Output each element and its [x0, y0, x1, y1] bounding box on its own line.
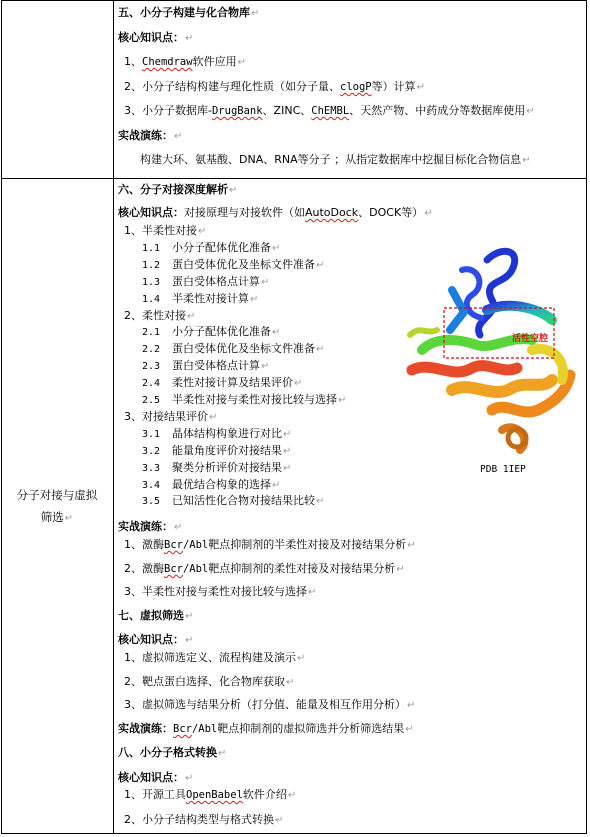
text-run: 小分子结构构建与理化性质（如分子量、 — [142, 80, 340, 93]
section5-title: 五、小分子构建与化合物库↵ — [118, 6, 260, 19]
text-run: /Abl — [182, 563, 209, 575]
item-text: 聚类分析评价对接结果 — [172, 460, 282, 474]
paragraph-mark: ↵ — [526, 106, 535, 117]
paragraph-mark: ↵ — [294, 378, 303, 390]
paragraph-mark: ↵ — [272, 242, 281, 254]
group-heading — [124, 309, 195, 324]
list-item — [142, 478, 280, 493]
paragraph-mark: ↵ — [250, 293, 259, 305]
text-run: 、DOCK等） — [358, 206, 424, 219]
section6-practice-label: 实战演练：↵ — [118, 520, 183, 533]
list-item — [124, 562, 405, 577]
item-number: 2.3 — [142, 361, 161, 373]
paragraph-mark: ↵ — [308, 587, 317, 598]
item-number: 2.4 — [142, 378, 161, 390]
row-divider — [1, 178, 587, 179]
list-item — [124, 698, 415, 713]
paragraph-mark: ↵ — [209, 411, 218, 423]
list-item — [124, 80, 425, 95]
list-item — [142, 359, 269, 374]
group-heading-text: 3、对接结果评价 — [124, 409, 208, 423]
section6-title: 六、分子对接深度解析↵ — [118, 183, 238, 196]
section7-title: 七、虚拟筛选↵ — [118, 609, 194, 622]
item-number: 1、 — [124, 788, 142, 801]
item-text: 虚拟筛选与结果分析（打分值、能量及相互作用分析） — [142, 698, 406, 711]
section5-practice-label: 实战演练：↵ — [118, 129, 183, 142]
paragraph-mark: ↵ — [283, 445, 292, 457]
list-item — [124, 788, 296, 803]
item-number: 1、 — [124, 538, 142, 551]
item-number: 2.1 — [142, 327, 161, 339]
group-heading-text: 1、半柔性对接 — [124, 224, 197, 237]
list-item — [124, 538, 416, 553]
module-name-cell — [6, 484, 108, 530]
paragraph-mark: ↵ — [283, 462, 292, 474]
text-run: 小分子结构类型与格式转换 — [142, 813, 274, 826]
list-item — [142, 427, 291, 442]
paragraph-mark: ↵ — [338, 395, 347, 406]
text-run: 对接原理与对接软件（如 — [184, 206, 305, 219]
item-text: 已知活性化合物对接结果比较 — [172, 494, 315, 508]
text-run: 开源工具 — [142, 788, 186, 801]
paragraph-mark: ↵ — [261, 361, 270, 373]
text-run: 软件介绍 — [242, 788, 287, 801]
list-item — [124, 651, 305, 666]
item-number: 1、 — [124, 651, 142, 664]
list-item — [142, 444, 291, 459]
item-text: 晶体结构构象进行对比 — [172, 426, 282, 440]
item-text: 蛋白受体优化及坐标文件准备 — [172, 257, 315, 271]
list-item — [142, 376, 302, 391]
item-number: 2、 — [124, 675, 142, 688]
text-run: Chemdraw — [142, 56, 193, 68]
text-run: 、ZINC、 — [262, 104, 312, 117]
list-item — [142, 325, 280, 340]
text-run: DrugBank — [211, 105, 263, 117]
text-run: 激酶 — [142, 562, 164, 575]
item-text: 靶点蛋白选择、化合物库获取 — [142, 675, 285, 688]
list-item — [142, 275, 269, 290]
item-number: 3.1 — [142, 428, 161, 440]
section7-practice-line: 实战演练：Bcr/Abl靶点抑制剂的虚拟筛选并分析筛选结果↵ — [118, 722, 414, 735]
protein-structure-image — [392, 240, 582, 465]
section8-title: 八、小分子格式转换↵ — [118, 746, 227, 759]
item-number: 3.3 — [142, 462, 161, 474]
text-run: AutoDock — [305, 206, 359, 219]
paragraph-mark: ↵ — [237, 57, 246, 68]
group-heading-text: 2、柔性对接 — [124, 308, 186, 322]
text-run: 软件应用 — [192, 55, 237, 68]
item-number: 3.5 — [142, 496, 161, 508]
list-item — [124, 813, 283, 828]
paragraph-mark: ↵ — [316, 496, 325, 508]
item-number: 1.2 — [142, 259, 161, 271]
section5-practice-text: 构建大环、氨基酸、DNA、RNA等分子 ；从指定数据库中挖掘目标化合物信息↵ — [140, 153, 531, 166]
paragraph-mark: ↵ — [297, 653, 306, 664]
list-item — [142, 494, 324, 509]
item-number: 3、 — [124, 698, 142, 711]
list-item — [142, 393, 346, 408]
list-item — [142, 241, 280, 256]
paragraph-mark: ↵ — [416, 82, 425, 93]
group-heading — [124, 224, 206, 239]
paragraph-mark: ↵ — [272, 327, 281, 339]
item-text: 最优结合构象的选择 — [172, 477, 271, 491]
figure-caption: PDB 1IEP — [480, 464, 526, 475]
item-text: 半柔性对接与柔性对接比较与选择 — [172, 393, 337, 406]
item-number: 2.5 — [142, 395, 161, 406]
paragraph-mark: ↵ — [287, 790, 297, 801]
item-number: 2、 — [124, 813, 142, 826]
list-item — [124, 104, 535, 119]
paragraph-mark: ↵ — [316, 259, 325, 271]
text-run: 半柔性对接与柔性对接比较与选择 — [142, 585, 307, 598]
text-run: Bcr — [164, 539, 183, 551]
list-item — [142, 342, 324, 357]
item-number: 2、 — [124, 562, 142, 575]
column-divider — [113, 0, 114, 834]
text-run: 靶点抑制剂的柔性对接及对接结果分析 — [208, 562, 396, 575]
paragraph-mark: ↵ — [316, 344, 325, 356]
list-item — [124, 585, 316, 600]
text-run: ChEMBL — [311, 105, 350, 117]
item-number: 1.1 — [142, 242, 161, 254]
paragraph-mark: ↵ — [286, 677, 295, 688]
text-run: 激酶 — [142, 538, 164, 551]
item-number: 1.3 — [142, 276, 161, 288]
item-text: 蛋白受体格点计算 — [172, 274, 260, 288]
text-run: clogP — [340, 81, 372, 93]
item-number: 3.2 — [142, 445, 161, 457]
group-heading — [124, 410, 217, 425]
module-name-line1: 分子对接与虚拟 — [16, 488, 98, 502]
paragraph-mark: ↵ — [407, 540, 416, 551]
paragraph-mark: ↵ — [198, 226, 207, 237]
paragraph-mark: ↵ — [275, 815, 284, 826]
section6-knowledge-line: 核心知识点：对接原理与对接软件（如AutoDock、DOCK等）↵ — [118, 206, 433, 219]
paragraph-mark: ↵ — [407, 700, 416, 711]
item-number: 3、 — [124, 104, 142, 117]
item-number: 3.4 — [142, 479, 161, 491]
item-text: 柔性对接计算及结果评价 — [172, 376, 293, 390]
text-run: 靶点抑制剂的虚拟筛选并分析筛选结果 — [217, 722, 405, 735]
section8-knowledge-label: 核心知识点：↵ — [118, 771, 194, 784]
text-run: Bcr — [164, 563, 183, 575]
paragraph-mark: ↵ — [272, 479, 281, 491]
paragraph-mark: ↵ — [187, 310, 196, 322]
item-number: 3、 — [124, 585, 142, 598]
list-item — [124, 55, 246, 70]
item-text: 小分子配体优化准备 — [172, 240, 271, 254]
section7-knowledge-label: 核心知识点：↵ — [118, 633, 194, 646]
list-item — [142, 461, 291, 476]
text-run: 小分子数据库- — [142, 104, 212, 117]
text-run: OpenBabel — [186, 789, 243, 801]
paragraph-mark: ↵ — [396, 564, 405, 575]
paragraph-mark: ↵ — [261, 276, 270, 288]
item-text: 虚拟筛选定义、流程构建及演示 — [142, 651, 296, 664]
list-item — [142, 292, 258, 307]
item-number: 2.2 — [142, 344, 161, 356]
paragraph-mark: ↵ — [283, 428, 292, 440]
module-name-line2: 筛选↵ — [40, 510, 74, 524]
text-run: Bcr — [173, 723, 192, 735]
section5-knowledge-label: 核心知识点：↵ — [118, 31, 194, 44]
item-text: 蛋白受体格点计算 — [172, 359, 260, 373]
item-text: 半柔性对接计算 — [172, 291, 249, 305]
text-run: 等）计算 — [371, 80, 416, 93]
text-run: 靶点抑制剂的半柔性对接及对接结果分析 — [208, 538, 407, 551]
item-text: 能量角度评价对接结果 — [172, 443, 282, 457]
item-number: 1、 — [124, 55, 142, 68]
item-number: 1.4 — [142, 293, 161, 305]
active-site-label: 活性空腔 — [512, 334, 549, 344]
item-number: 2、 — [124, 80, 142, 93]
list-item — [124, 675, 294, 690]
text-run: /Abl — [191, 723, 218, 735]
text-run: 、天然产物、中药成分等数据库使用 — [349, 104, 526, 117]
text-run: /Abl — [182, 539, 209, 551]
list-item — [142, 258, 324, 273]
item-text: 蛋白受体优化及坐标文件准备 — [172, 342, 315, 356]
item-text: 小分子配体优化准备 — [172, 325, 271, 339]
